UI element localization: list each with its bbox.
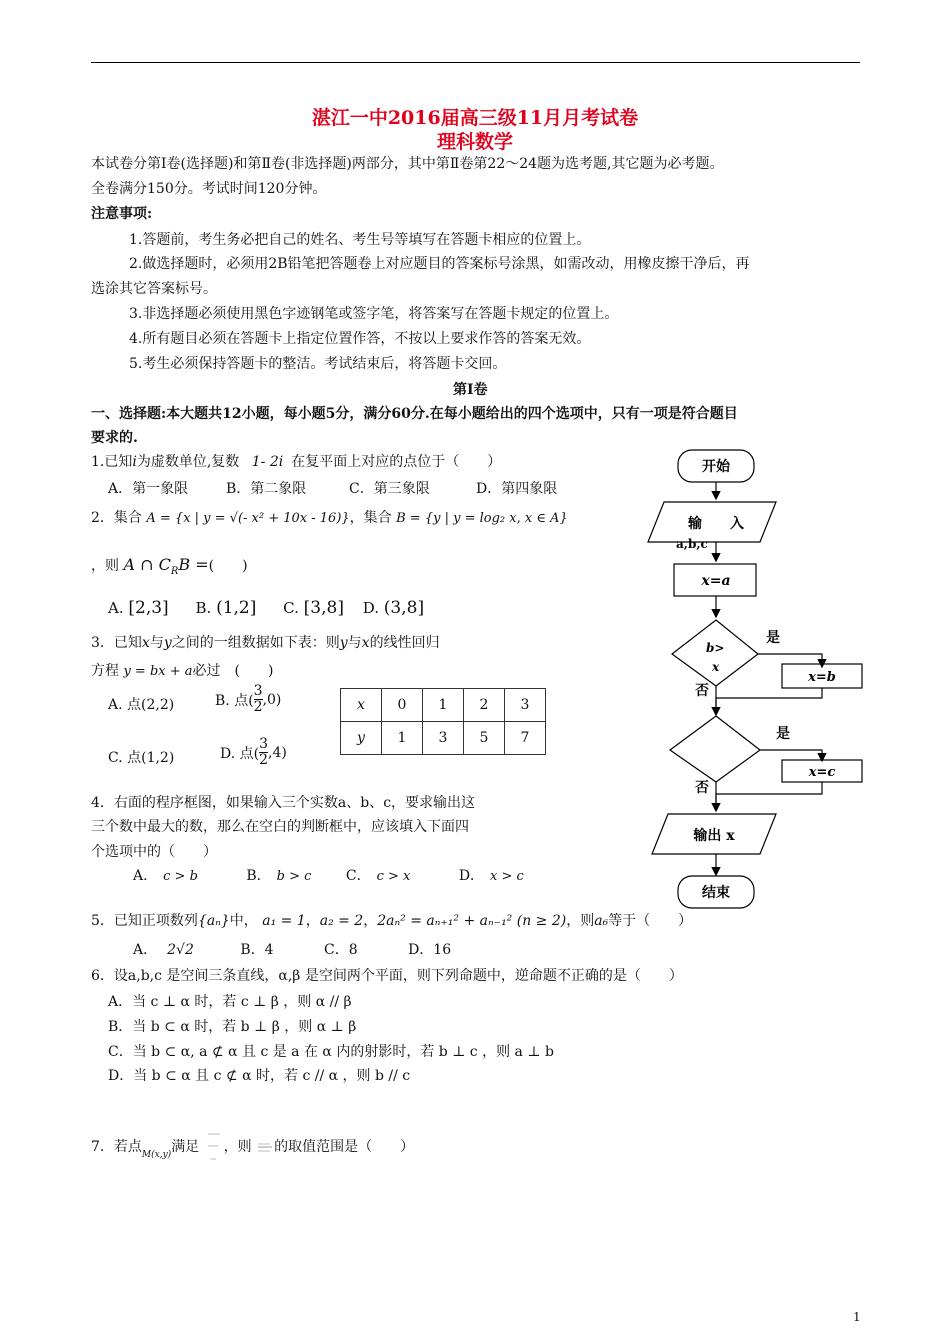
q4-option-a-label: A． (133, 868, 158, 884)
q7-ratio-image (256, 1138, 274, 1156)
q3-text: 与 (347, 635, 362, 651)
q3-equation: y = bx + a (123, 664, 193, 679)
q4-option-a: c > b (163, 869, 198, 884)
flow-yes-label-1: 是 (766, 630, 780, 646)
q5-option-a: 2√2 (167, 942, 194, 958)
page-number: 1 (853, 1310, 861, 1324)
note-item: 4.所有题目必须在答题卡上指定位置作答，不按以上要求作答的答案无效。 (129, 331, 591, 347)
flow-assign-b-label: x=b (808, 670, 836, 685)
table-cell: y (341, 722, 382, 755)
flow-condition-1-label-2: x (712, 660, 720, 674)
flow-line (716, 688, 822, 698)
question-4-line-1: 4．右面的程序框图，如果输入三个实数a、b、c，要求输出这 (91, 795, 476, 811)
table-cell: 5 (464, 722, 505, 755)
q5-condition-2: a₂ = 2 (319, 913, 364, 929)
q6-option-c: C．当 b ⊂ α, a ⊄ α 且 c 是 a 在 α 内的射影时，若 b ⊥ c ，则 a ⊥ b (108, 1044, 554, 1060)
note-item: 1.答题前，考生务必把自己的姓名、考生号等填写在答题卡相应的位置上。 (129, 232, 591, 248)
table-cell: 1 (382, 722, 423, 755)
q3-x-var: x (361, 635, 370, 651)
note-item: 5.考生必须保持答题卡的整洁。考试结束后，将答题卡交回。 (129, 356, 507, 372)
q7-text: 7．若点 (91, 1139, 142, 1155)
program-flowchart (640, 440, 880, 920)
q3-fraction-num: 3 (259, 736, 269, 752)
q4-option-d: x > c (490, 869, 524, 884)
flow-arrow (760, 750, 822, 760)
question-3-line-1 (91, 632, 440, 652)
table-cell: 0 (382, 689, 423, 722)
q2-option-a-label: A. (108, 599, 124, 617)
q2-text: ，则 (91, 558, 119, 574)
q3-x-var: x (141, 635, 150, 651)
section-heading-line-2: 要求的. (91, 430, 138, 446)
q2-blank: ( ) (208, 558, 248, 574)
table-row (341, 722, 546, 755)
q1-text: 为虚数单位,复数 (136, 454, 240, 470)
q3-text: 必过 ( ) (192, 663, 274, 679)
question-2-stem (91, 507, 568, 527)
q2-text: ，集合 (349, 510, 392, 526)
q2-expression: A ∩ C (123, 555, 171, 574)
q4-option-c-label: C． (345, 868, 371, 884)
q2-option-c-label: C. (283, 599, 299, 617)
flow-end-label: 结束 (702, 885, 730, 901)
q1-i-var: i (132, 454, 137, 470)
q5-option-a-label: A． (133, 942, 158, 958)
flow-input-label: 输 入 (688, 516, 744, 532)
q2-option-c: [3,8] (303, 598, 344, 618)
table-cell: 3 (423, 722, 464, 755)
q6-option-d: D．当 b ⊂ α 且 c ⊄ α 时，若 c // α ，则 b // c (108, 1068, 411, 1084)
q2-option-a: [2,3] (128, 598, 169, 618)
q2-set-b: B = {y | y = log₂ x, x ∈ A} (396, 511, 568, 526)
q3-text: ,4) (268, 744, 287, 761)
question-1-stem (91, 451, 501, 471)
q4-option-b: b > c (276, 869, 312, 884)
table-cell: 2 (464, 689, 505, 722)
q6-option-b: B．当 b ⊂ α 时，若 b ⊥ β ，则 α ⊥ β (108, 1019, 357, 1035)
q3-fraction-den: 2 (253, 699, 263, 715)
question-4-line-3: 个选项中的（ ） (91, 844, 217, 860)
q2-option-b-label: B. (195, 599, 212, 617)
q5-target: a₆ (594, 913, 609, 929)
q1-option-a: A．第一象限 (108, 481, 189, 497)
flow-output-label: 输出 x (693, 828, 735, 844)
q5-text: 等于（ ） (608, 913, 693, 929)
q3-y-var: y (163, 635, 172, 651)
top-rule (91, 62, 860, 63)
section-heading-line-1: 一、选择题:本大题共12小题，每小题5分，满分60分.在每小题给出的四个选项中，只有一项是符合题目 (91, 406, 738, 422)
q4-option-c: c > x (376, 869, 411, 884)
question-7-stem (91, 1130, 414, 1164)
q2-text: 2．集合 (91, 510, 142, 526)
flow-assign-a-label: x=a (701, 573, 731, 589)
q3-option-c: C. 点(1,2) (108, 750, 175, 766)
notes-heading: 注意事项: (91, 206, 153, 222)
flow-condition-1-label: b> (706, 641, 725, 655)
flow-input-vars: a,b,c (676, 537, 708, 551)
q3-fraction-num: 3 (253, 683, 263, 699)
q3-text: 方程 (91, 663, 119, 679)
q7-constraint-system (204, 1130, 224, 1164)
q3-text: 与 (149, 635, 164, 651)
flow-condition-2-blank (670, 716, 760, 782)
q4-option-d-label: D． (458, 868, 485, 884)
q5-text: ，则 (566, 913, 595, 929)
q5-text: 中， (229, 913, 258, 929)
table-cell: 7 (505, 722, 546, 755)
q2-options (108, 598, 424, 618)
q7-point: M(x,y) (141, 1150, 172, 1160)
q2-option-b: (1,2] (216, 598, 257, 618)
intro-line-1: 本试卷分第Ⅰ卷(选择题)和第Ⅱ卷(非选择题)两部分，其中第Ⅱ卷第22～24题为选考题,其它题为必考题。 (91, 156, 724, 172)
q7-text: 满足 (171, 1139, 200, 1155)
note-item: 2.做选择题时，必须用2B铅笔把答题卷上对应题目的答案标号涂黑，如需改动，用橡皮擦干净后，再 (129, 256, 750, 272)
table-cell: x (341, 689, 382, 722)
question-2-stem-cont (91, 555, 248, 577)
question-5-stem: 5．已知正项数列{aₙ}中， a₁ = 1，a₂ = 2，2aₙ² = aₙ₊₁² + aₙ₋₁² (n ≥ 2)，则a₆等于（ ） (91, 913, 693, 929)
q7-constraint-image (204, 1130, 224, 1164)
page-subtitle: 理科数学 (436, 131, 513, 153)
q3-text: 之间的一组数据如下表：则 (171, 635, 340, 651)
q2-option-d-label: D. (362, 599, 380, 617)
q2-expression-sub: R (170, 565, 179, 577)
q5-sequence: {aₙ} (197, 913, 230, 929)
intro-line-2: 全卷满分150分。考试时间120分钟。 (91, 181, 327, 197)
q1-text: 1.已知 (91, 454, 133, 470)
q1-option-b: B．第二象限 (226, 481, 307, 497)
question-4-line-2: 三个数中最大的数，那么在空白的判断框中，应该填入下面四 (91, 819, 469, 835)
flow-no-label-2: 否 (695, 780, 709, 796)
volume-heading: 第Ⅰ卷 (453, 382, 488, 398)
flow-start-label: 开始 (702, 459, 730, 475)
q5-option-b: B．4 (240, 942, 274, 958)
q3-fraction (259, 737, 268, 768)
q3-option-d (220, 737, 287, 768)
table-cell: 1 (423, 689, 464, 722)
q4-option-b-label: B． (246, 868, 271, 884)
q7-text: 的取值范围是（ ） (274, 1139, 415, 1155)
q3-data-table (340, 688, 546, 755)
q3-y-var: y (339, 635, 348, 651)
q3-fraction-den: 2 (259, 752, 269, 768)
q1-option-d: D．第四象限 (476, 481, 558, 497)
q4-options (133, 865, 524, 885)
q5-option-c: C．8 (323, 942, 358, 958)
q3-text: D. 点( (220, 745, 260, 762)
q1-complex-expression: 1- 2i (251, 454, 284, 470)
q7-text: ，则 (223, 1139, 252, 1155)
q5-condition-1: a₁ = 1 (262, 913, 306, 929)
q2-expression-tail: B = (178, 555, 209, 574)
q1-option-c: C．第三象限 (349, 481, 430, 497)
page-title: 湛江一中2016届高三级11月月考试卷 (311, 107, 639, 129)
q3-text: B. 点( (215, 692, 254, 709)
table-cell: 3 (505, 689, 546, 722)
q3-option-b (215, 684, 281, 715)
q1-text: 在复平面上对应的点位于（ ） (291, 454, 502, 470)
q5-options (133, 939, 451, 959)
q3-text: 的线性回归 (369, 635, 440, 651)
flow-no-label-1: 否 (695, 683, 709, 699)
note-item: 3.非选择题必须使用黑色字迹钢笔或签字笔，将答案写在答题卡规定的位置上。 (129, 306, 619, 322)
q3-fraction (254, 684, 263, 715)
flow-yes-label-2: 是 (776, 726, 790, 742)
note-item: 选涂其它答案标号。 (91, 281, 217, 297)
q5-text: 5．已知正项数列 (91, 913, 198, 929)
q3-text: 3．已知 (91, 635, 142, 651)
table-row (341, 689, 546, 722)
q6-option-a: A．当 c ⊥ α 时，若 c ⊥ β ，则 α // β (108, 994, 352, 1010)
flow-assign-c-label: x=c (808, 765, 836, 780)
q5-condition-3: 2aₙ² = aₙ₊₁² + aₙ₋₁² (n ≥ 2) (377, 913, 567, 929)
q3-text: ,0) (262, 691, 282, 708)
q3-option-a: A. 点(2,2) (108, 697, 175, 713)
q2-option-d: (3,8] (383, 598, 425, 618)
q5-option-d: D．16 (408, 942, 452, 958)
question-6-stem: 6．设a,b,c 是空间三条直线，α,β 是空间两个平面，则下列命题中，逆命题不正确的是（ ） (91, 968, 683, 984)
flow-line (716, 782, 822, 794)
q7-ratio-expression (256, 1138, 274, 1156)
q2-set-a: A = {x | y = √(- x² + 10x - 16)} (146, 511, 350, 526)
question-3-line-2 (91, 660, 273, 680)
